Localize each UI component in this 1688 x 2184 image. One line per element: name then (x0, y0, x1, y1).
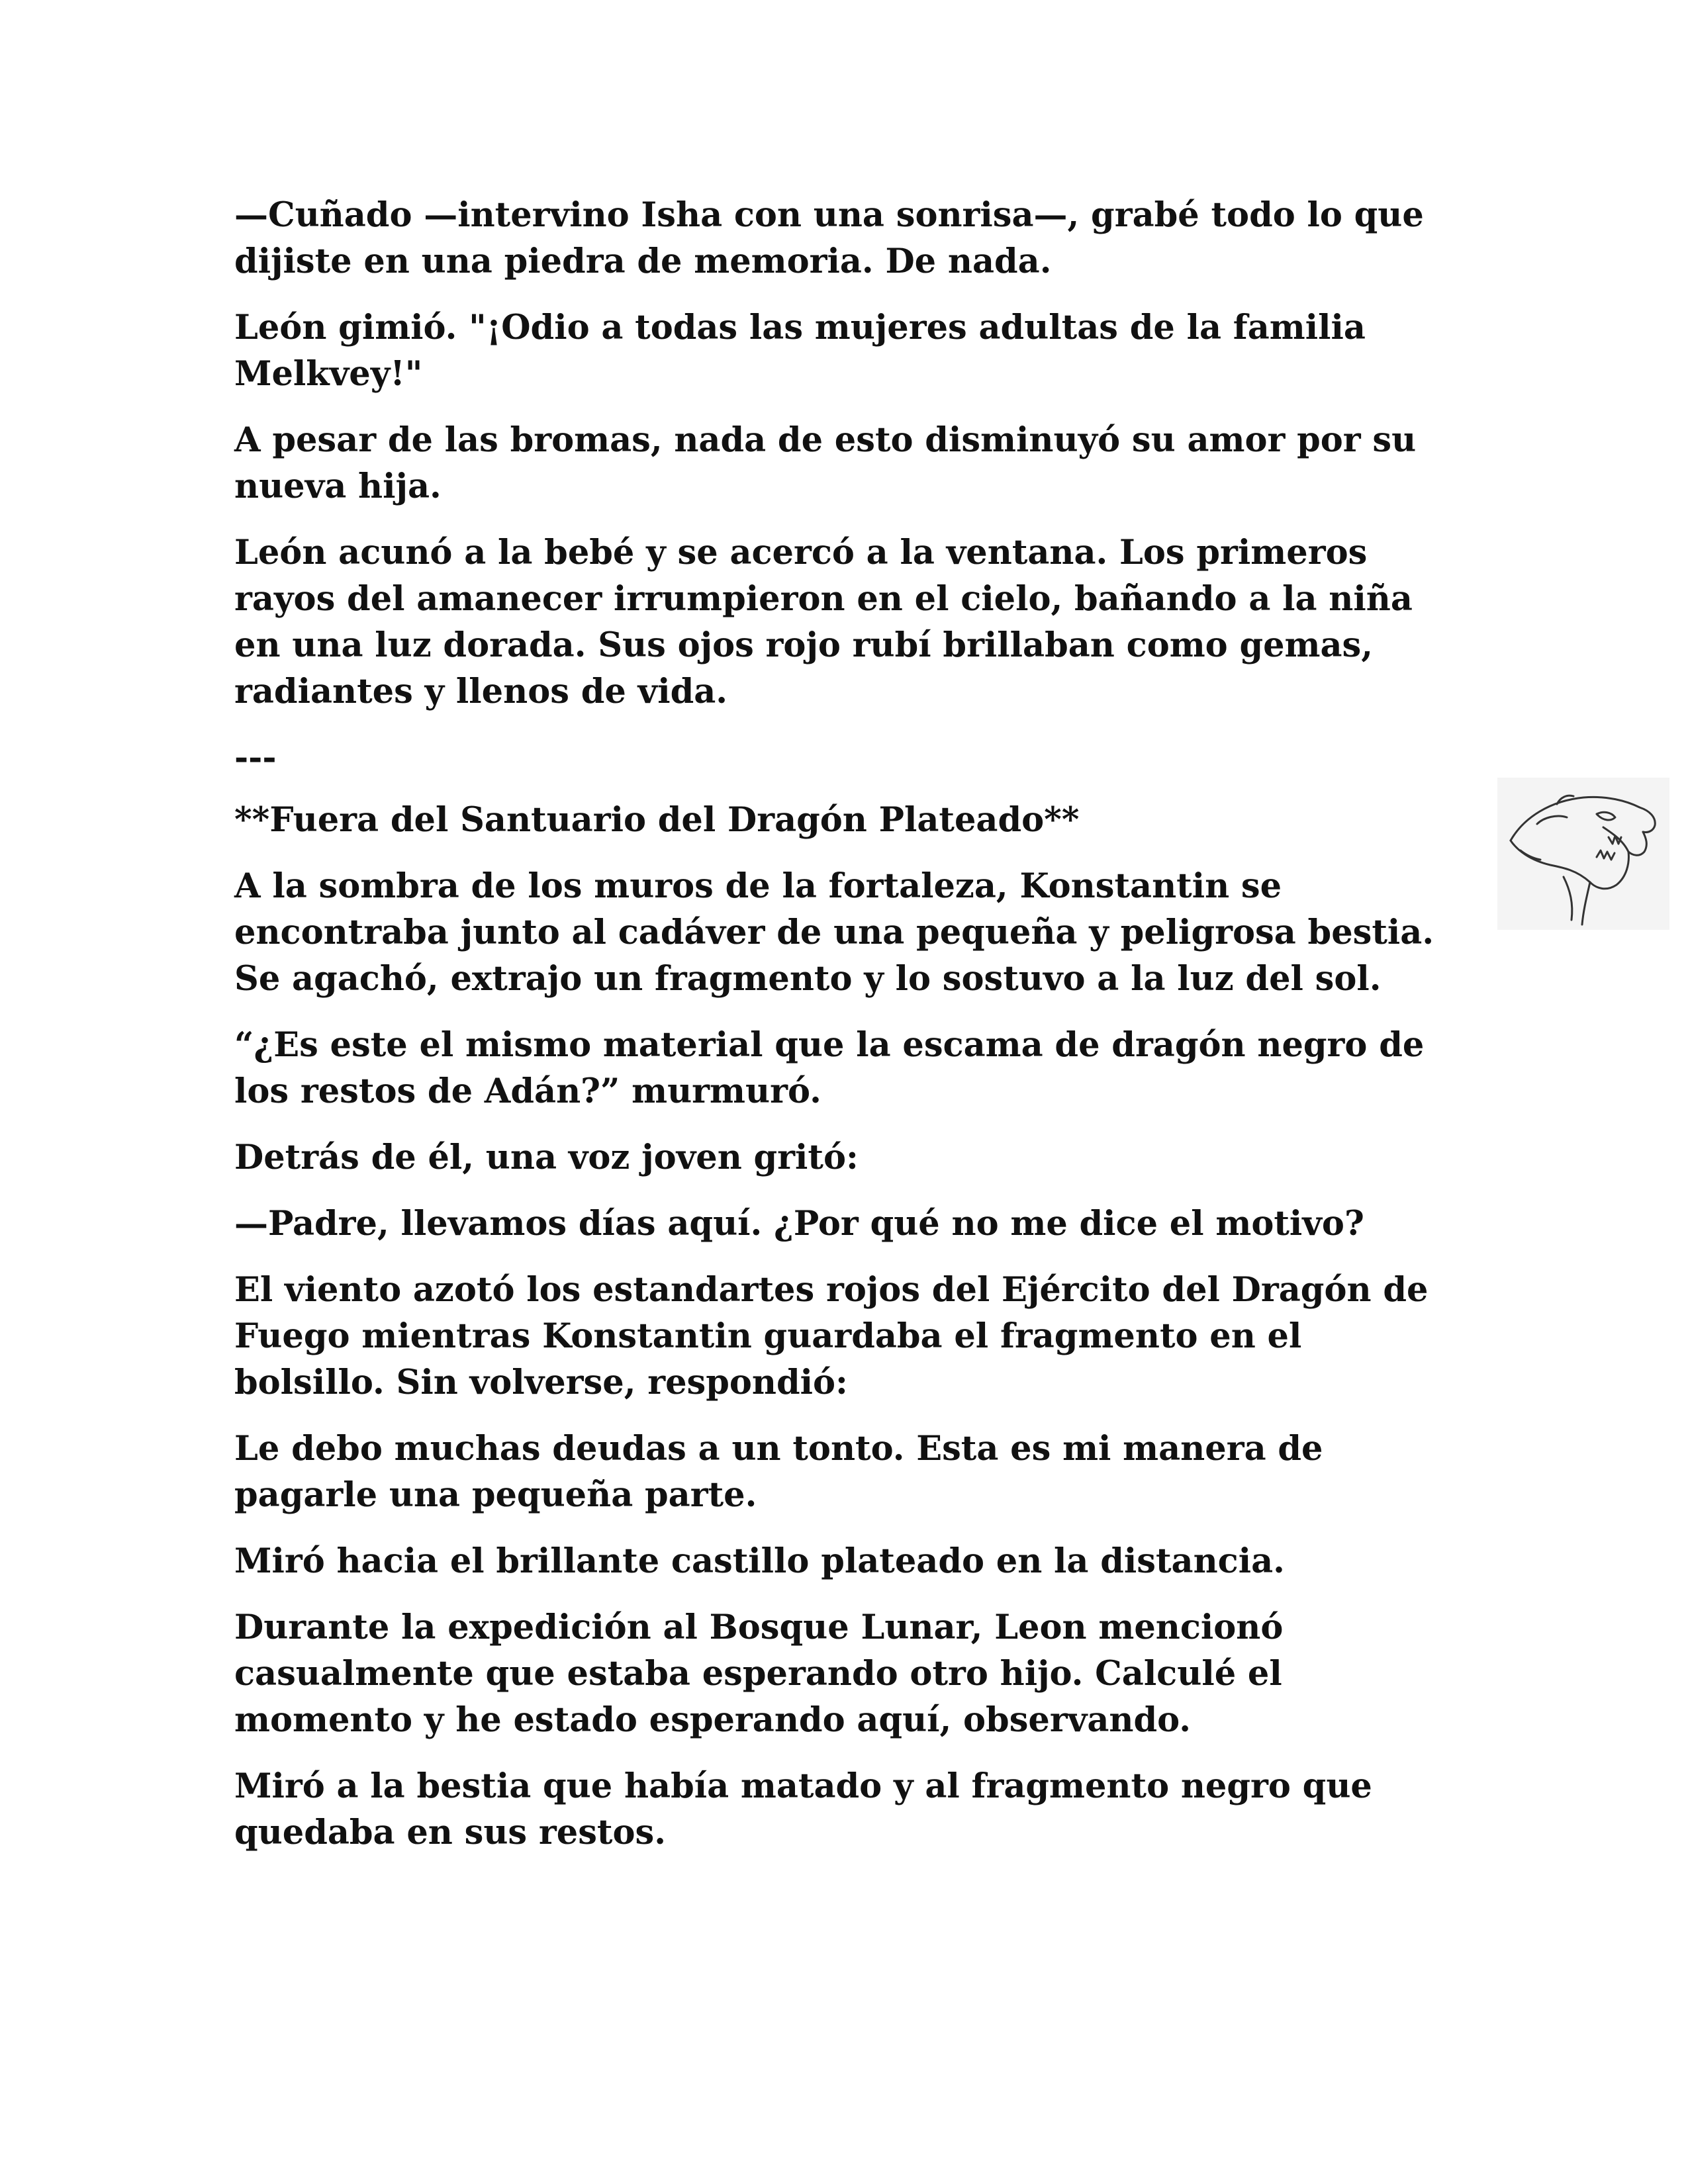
paragraph: Durante la expedición al Bosque Lunar, Leon mencionó casualmente que estaba esperando otro hijo. Calculé el momento y he estado esperando aquí, observando. (234, 1608, 1284, 1740)
paragraph: Miró hacia el brillante castillo plateado en la distancia. (234, 1541, 1285, 1581)
paragraph: Le debo muchas deudas a un tonto. Esta es mi manera de pagarle una pequeña parte. (234, 1429, 1323, 1515)
paragraph: A la sombra de los muros de la fortaleza, Konstantin se encontraba junto al cadáver de una pequeña y peligrosa bestia. Se agachó, extrajo un fragmento y lo sostuvo a la luz del sol. (234, 866, 1434, 999)
paragraph: A pesar de las bromas, nada de esto disminuyó su amor por su nueva hija. (234, 420, 1417, 506)
paragraph: El viento azotó los estandartes rojos del Ejército del Dragón de Fuego mientras Konstantin guardaba el fragmento en el bolsillo. Sin volverse, respondió: (234, 1270, 1429, 1402)
paragraph: —Cuñado —intervino Isha con una sonrisa—, grabé todo lo que dijiste en una piedra de memoria. De nada. (234, 195, 1424, 281)
paragraph: —Padre, llevamos días aquí. ¿Por qué no me dice el motivo? (234, 1204, 1364, 1244)
paragraph: León gimió. "¡Odio a todas las mujeres adultas de la familia Melkvey!" (234, 308, 1366, 394)
section-heading: **Fuera del Santuario del Dragón Plateado** (234, 800, 1080, 840)
paragraph: Detrás de él, una voz joven gritó: (234, 1138, 859, 1177)
paragraph: Miró a la bestia que había matado y al fragmento negro que quedaba en sus restos. (234, 1766, 1372, 1852)
section-separator: --- (234, 738, 277, 778)
body-text (234, 192, 1452, 1876)
dinosaur-head-sketch-icon (1497, 778, 1669, 930)
paragraph: “¿Es este el mismo material que la escama de dragón negro de los restos de Adán?” murmuró. (234, 1025, 1425, 1111)
paragraph: León acunó a la bebé y se acercó a la ventana. Los primeros rayos del amanecer irrumpieron en el cielo, bañando a la niña en una luz dorada. Sus ojos rojo rubí brillaban como gemas, radiantes y llenos de vida. (234, 533, 1413, 711)
